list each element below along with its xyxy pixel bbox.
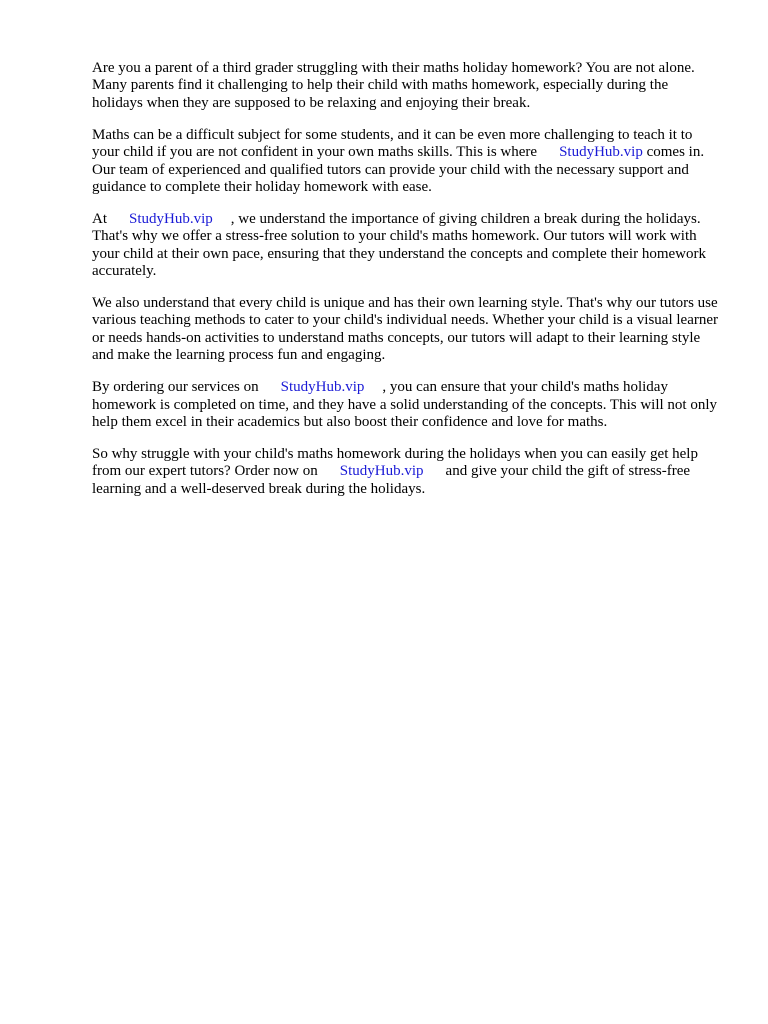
paragraph-difficulty-text-before: Maths can be a difficult subject for some students, and it can be even more challenging to teach it to your child if you are not confident in your own maths skills. This is where: [92, 126, 693, 161]
paragraph-ordering-text-after: , you can ensure that your child's maths holiday homework is completed on time, and they have a solid understanding of the concepts. This will not only help them excel in their academics but also boost their confidence and love for maths.: [92, 379, 718, 430]
document-body: [92, 60, 722, 513]
paragraph-learning-style: [92, 295, 722, 365]
paragraph-difficulty-text-after: comes in. Our team of experienced and qualified tutors can provide your child with the necessary support and guidance to complete their holiday homework with ease.: [92, 144, 705, 195]
paragraph-ordering-text-before: By ordering our services on: [92, 379, 259, 396]
paragraph-understanding: [92, 211, 722, 281]
paragraph-intro: [92, 60, 722, 112]
studyhub-link[interactable]: StudyHub.vip: [339, 463, 424, 480]
paragraph-learning-style-text: We also understand that every child is unique and has their own learning style. That's why our tutors use various teaching methods to cater to your child's individual needs. Whether your child is a visual learner or needs hands-on activities to understand maths concepts, our tutors will adapt to their learning style and make the learning process fun and engaging.: [92, 294, 719, 364]
paragraph-call-to-action-text-after: and give your child the gift of stress-free learning and a well-deserved break during the holidays.: [92, 463, 691, 497]
paragraph-call-to-action: [92, 446, 722, 498]
paragraph-ordering: [92, 379, 722, 431]
studyhub-link[interactable]: StudyHub.vip: [129, 210, 213, 227]
paragraph-call-to-action-text-before: So why struggle with your child's maths homework during the holidays when you can easily get help from our expert tutors? Order now on: [92, 445, 698, 480]
paragraph-understanding-text-before: At: [92, 210, 107, 227]
studyhub-link[interactable]: StudyHub.vip: [559, 144, 643, 161]
paragraph-intro-text: Are you a parent of a third grader struggling with their maths holiday homework? You are not alone. Many parents find it challenging to help their child with maths homework, especially during the holidays when they are supposed to be relaxing and enjoying their break.: [92, 60, 695, 111]
studyhub-link[interactable]: StudyHub.vip: [280, 379, 365, 396]
paragraph-difficulty: [92, 127, 722, 197]
paragraph-understanding-text-after: , we understand the importance of giving children a break during the holidays. That's why we offer a stress-free solution to your child's maths homework. Our tutors will work with your child at their own pace, ensuring that they understand the concepts and complete their homework accurately.: [92, 210, 706, 280]
